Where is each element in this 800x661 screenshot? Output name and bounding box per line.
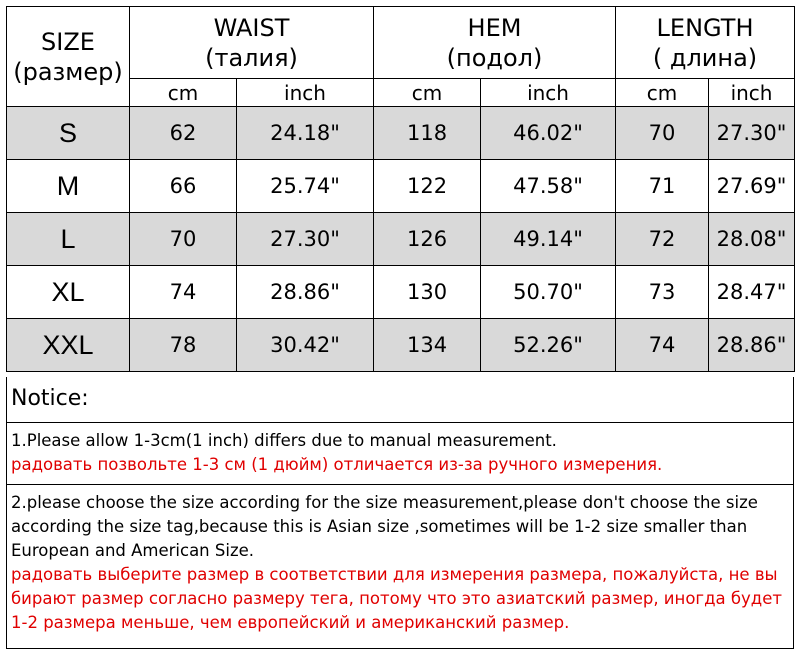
note1-english: 1.Please allow 1-3cm(1 inch) differs due to manual measurement. (11, 431, 557, 450)
table-row (7, 107, 795, 160)
waist-header-ru: (талия) (205, 43, 298, 72)
hem-inch-value: 52.26" (481, 319, 616, 372)
hem-header: HEM (467, 13, 522, 42)
hem-cm-value: 130 (374, 266, 481, 319)
length-inch-value: 28.47" (709, 266, 795, 319)
length-inch-value: 27.30" (709, 107, 795, 160)
length-inch-value: 28.08" (709, 213, 795, 266)
size-label: XL (7, 266, 130, 319)
table-row (7, 266, 795, 319)
hem-inch-value: 46.02" (481, 107, 616, 160)
waist-header-cell (130, 7, 374, 79)
waist-cm-value: 62 (130, 107, 237, 160)
waist-cm-header: cm (130, 79, 237, 107)
notice-item-1 (6, 423, 794, 485)
size-chart-table (6, 6, 795, 372)
length-inch-value: 28.86" (709, 319, 795, 372)
waist-inch-value: 24.18" (237, 107, 374, 160)
length-cm-value: 72 (616, 213, 709, 266)
note1-russian: радовать позвольте 1-3 см (1 дюйм) отличается из-за ручного измерения. (11, 455, 663, 474)
waist-inch-value: 30.42" (237, 319, 374, 372)
length-header-ru: ( длина) (652, 43, 758, 72)
hem-inch-value: 49.14" (481, 213, 616, 266)
waist-inch-value: 27.30" (237, 213, 374, 266)
hem-inch-value: 50.70" (481, 266, 616, 319)
hem-cm-value: 134 (374, 319, 481, 372)
length-cm-value: 73 (616, 266, 709, 319)
length-header: LENGTH (656, 13, 754, 42)
length-cm-value: 74 (616, 319, 709, 372)
notice-section (6, 377, 794, 649)
waist-cm-value: 70 (130, 213, 237, 266)
length-inch-header: inch (709, 79, 795, 107)
waist-inch-value: 28.86" (237, 266, 374, 319)
length-cm-value: 70 (616, 107, 709, 160)
hem-header-cell (374, 7, 616, 79)
size-header: SIZE (41, 27, 95, 56)
size-header-ru: (размер) (13, 57, 123, 86)
hem-cm-header: cm (374, 79, 481, 107)
waist-inch-header: inch (237, 79, 374, 107)
size-label: M (7, 160, 130, 213)
size-label: S (7, 107, 130, 160)
hem-inch-value: 47.58" (481, 160, 616, 213)
length-inch-value: 27.69" (709, 160, 795, 213)
waist-cm-value: 78 (130, 319, 237, 372)
hem-cm-value: 122 (374, 160, 481, 213)
waist-cm-value: 74 (130, 266, 237, 319)
notice-title: Notice: (6, 377, 794, 423)
waist-header: WAIST (213, 13, 290, 42)
note2-english: 2.please choose the size according for the size measurement,please don't choose the size according the size tag,because this is Asian size ,sometimes will be 1-2 size smaller than European and American Size. (11, 493, 758, 560)
hem-inch-header: inch (481, 79, 616, 107)
length-cm-header: cm (616, 79, 709, 107)
length-cm-value: 71 (616, 160, 709, 213)
hem-cm-value: 126 (374, 213, 481, 266)
hem-header-ru: (подол) (446, 43, 543, 72)
size-header-cell (7, 7, 130, 107)
hem-cm-value: 118 (374, 107, 481, 160)
waist-inch-value: 25.74" (237, 160, 374, 213)
table-row (7, 160, 795, 213)
notice-item-2 (6, 485, 794, 649)
table-row (7, 319, 795, 372)
table-row (7, 213, 795, 266)
size-label: L (7, 213, 130, 266)
length-header-cell (616, 7, 795, 79)
note2-russian: радовать выберите размер в соответствии для измерения размера, пожалуйста, не вы бирают размер согласно размеру тега, потому что это азиатский размер, иногда будет 1-2 размера меньше, чем европейский и американский размер. (11, 565, 782, 632)
size-label: XXL (7, 319, 130, 372)
header-row (7, 7, 795, 79)
waist-cm-value: 66 (130, 160, 237, 213)
